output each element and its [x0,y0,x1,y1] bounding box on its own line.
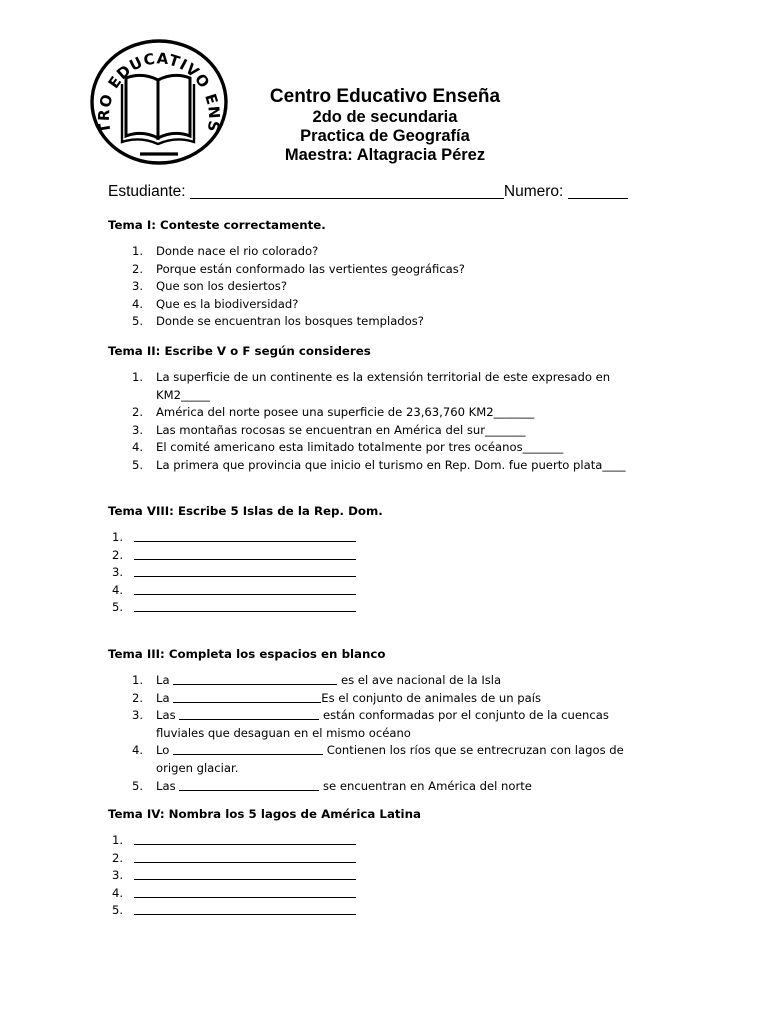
list-item: 5. La primera que provincia que inicio el turismo en Rep. Dom. fue puerto plata____ [132,457,626,472]
section-tema-8 [108,503,668,617]
blank-space[interactable] [173,690,321,703]
list-item: 5. Las se encuentran en América del norte [132,778,532,793]
list-item: 5. Donde se encuentran los bosques templados? [132,314,424,329]
section-tema-4 [108,806,668,920]
teacher-label: Maestra: Altagracia Pérez [284,146,486,164]
school-name: Centro Educativo Enseña [269,86,501,107]
svg-text:CENTRO EDUCATIVO ENSEÑA [88,38,223,135]
list-item: 2. América del norte posee una superficie de 23,63,760 KM2_______ [132,405,535,420]
answer-line[interactable]: 4. [108,582,668,600]
section-title: Tema II: Escribe V o F según consideres [108,344,371,358]
list-item: 1. La superficie de un continente es la extensión territorial de este expresado en KM2_____ [132,370,611,402]
answer-line[interactable]: 1. [108,832,668,850]
answer-line[interactable]: 5. [108,599,668,617]
section-title: Tema IV: Nombra los 5 lagos de América Latina [108,807,421,821]
answer-line[interactable]: 2. [108,547,668,565]
blank-space[interactable] [173,672,337,685]
number-label: Numero: [503,183,564,200]
blank-space[interactable] [173,742,323,755]
list-item: 4. El comité americano esta limitado totalmente por tres océanos_______ [132,440,564,455]
student-label: Estudiante: [108,183,186,200]
answer-line[interactable]: 3. [108,867,668,885]
section-tema-2 [108,343,668,475]
list-item: 4. Lo Contienen los ríos que se entrecruzan con lagos de origen glaciar. [132,743,624,775]
school-seal [88,38,228,168]
list-item: 2. La Es el conjunto de animales de un país [132,690,542,705]
section-tema-1 [108,217,668,331]
answer-line[interactable]: 3. [108,564,668,582]
list-item: 4. Que es la biodiversidad? [132,296,299,311]
blank-space[interactable] [179,707,319,720]
school-logo [88,38,228,168]
answer-line[interactable]: 1. [108,529,668,547]
grade-label: 2do de secundaria [312,108,458,126]
section-tema-3 [108,646,668,795]
student-number-field[interactable] [568,182,628,199]
student-info-row [108,182,648,201]
answer-line[interactable]: 2. [108,850,668,868]
list-item: 3. Que son los desiertos? [132,279,287,294]
section-title: Tema I: Conteste correctamente. [108,218,326,232]
open-book-icon [122,75,194,154]
answer-line[interactable]: 4. [108,885,668,903]
list-item: 1. La es el ave nacional de la Isla [132,673,502,687]
answer-line[interactable]: 5. [108,902,668,920]
blank-space[interactable] [179,778,319,791]
list-item: 1. Donde nace el rio colorado? [132,244,319,258]
student-name-field[interactable] [190,182,504,199]
section-title: Tema VIII: Escribe 5 Islas de la Rep. Dom. [108,504,383,518]
document-header [240,86,530,165]
list-item: 3. Las están conformadas por el conjunto de la cuencas fluviales que desaguan en el mismo océano [132,708,609,740]
section-title: Tema III: Completa los espacios en blanco [108,647,386,661]
subject-label: Practica de Geografía [300,127,470,145]
list-item: 3. Las montañas rocosas se encuentran en América del sur_______ [132,422,526,437]
logo-text: TRO EDUCATIVO ENS [94,49,224,135]
list-item: 2. Porque están conformado las vertientes geográficas? [132,261,465,276]
